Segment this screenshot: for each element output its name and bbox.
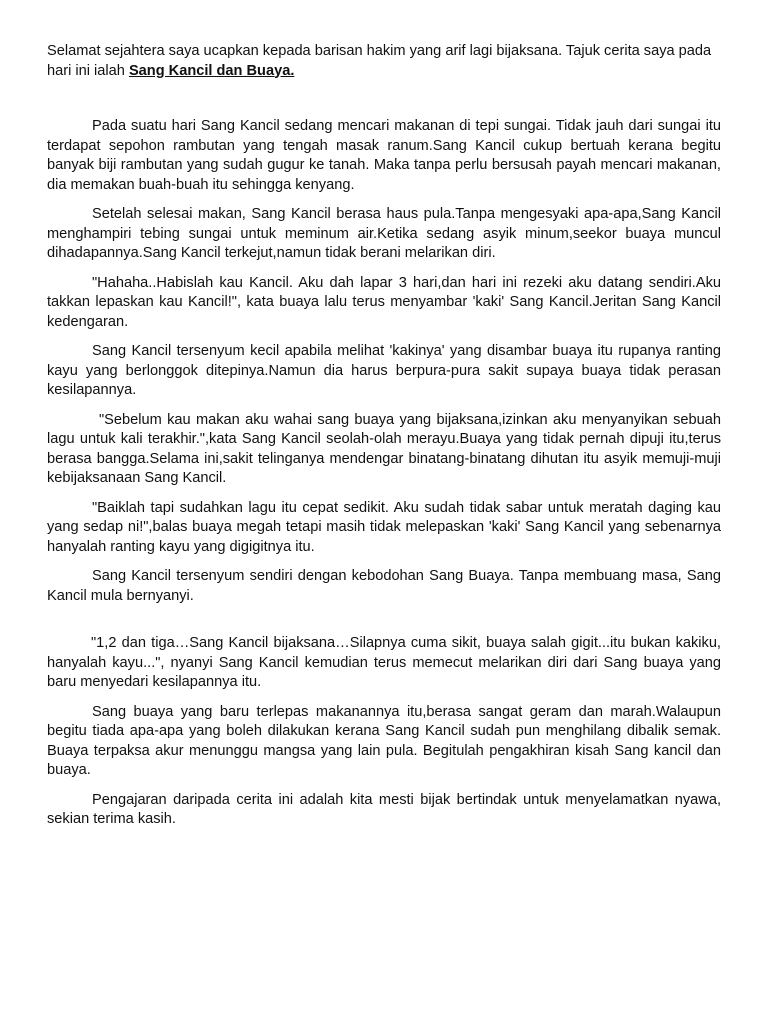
story-paragraph-1: Pada suatu hari Sang Kancil sedang mencari makanan di tepi sungai. Tidak jauh dari sungai itu terdapat sepohon rambutan yang tengah masak ranum.Sang Kancil cukup bertuah kerana begitu banyak biji rambutan yang sudah gugur ke tanah. Maka tanpa perlu bersusah payah mencari makanan, dia memakan buah-buah itu sehingga kenyang. <box>47 118 721 193</box>
story-paragraph-7: Sang Kancil tersenyum sendiri dengan kebodohan Sang Buaya. Tanpa membuang masa, Sang Kancil mula bernyanyi. <box>47 568 721 604</box>
story-paragraph-8: "1,2 dan tiga…Sang Kancil bijaksana…Silapnya cuma sikit, buaya salah gigit...itu bukan kakiku, hanyalah kayu...", nyanyi Sang Kancil kemudian terus memecut melarikan diri dari Sang buaya yang baru menyedari kesilapannya itu. <box>47 635 721 690</box>
document-page <box>47 42 721 840</box>
story-paragraph-4: Sang Kancil tersenyum kecil apabila melihat 'kakinya' yang disambar buaya itu rupanya ranting kayu yang berlonggok ditepinya.Namun dia harus berpura-pura sakit supaya buaya tidak perasan kesilapannya. <box>47 343 721 398</box>
story-paragraph-2: Setelah selesai makan, Sang Kancil berasa haus pula.Tanpa mengesyaki apa-apa,Sang Kancil menghampiri tebing sungai untuk meminum air.Ketika sedang asyik minum,seekor buaya muncul dihadapannya.Sang Kancil terkejut,namun tidak berani melarikan diri. <box>47 206 721 261</box>
intro-text: Selamat sejahtera saya ucapkan kepada barisan hakim yang arif lagi bijaksana. Tajuk cerita saya pada hari ini ialah <box>47 43 712 79</box>
intro-paragraph <box>47 42 721 81</box>
story-paragraph-5: "Sebelum kau makan aku wahai sang buaya yang bijaksana,izinkan aku menyanyikan sebuah lagu untuk kali terakhir.",kata Sang Kancil seolah-olah merayu.Buaya yang tidak pernah dipuji itu,terus berasa bangga.Selama ini,sakit telinganya mendengar binatang-binatang dihutan itu asyik memuji-muji kebijaksanaan Sang Kancil. <box>47 411 721 486</box>
story-title: Sang Kancil dan Buaya. <box>128 62 295 79</box>
story-paragraph-3: "Hahaha..Habislah kau Kancil. Aku dah lapar 3 hari,dan hari ini rezeki aku datang sendiri.Aku takkan lepaskan kau Kancil!", kata buaya lalu terus menyambar 'kaki' Sang Kancil.Jeritan Sang Kancil kedengaran. <box>47 274 721 330</box>
story-paragraph-9: Sang buaya yang baru terlepas makanannya itu,berasa sangat geram dan marah.Walaupun begitu tiada apa-apa yang boleh dilakukan kerana Sang Kancil sudah pun menghilang dibalik semak. Buaya terpaksa akur menunggu mangsa yang lain pula. Begitulah pengakhiran kisah Sang kancil dan buaya. <box>47 703 721 778</box>
story-paragraph-6: "Baiklah tapi sudahkan lagu itu cepat sedikit. Aku sudah tidak sabar untuk meratah daging kau yang sedap ni!",balas buaya megah tetapi masih tidak melepaskan 'kaki' Sang Kancil yang sebenarnya hanyalah ranting kayu yang digigitnya itu. <box>47 499 721 555</box>
story-paragraph-10: Pengajaran daripada cerita ini adalah kita mesti bijak bertindak untuk menyelamatkan nyawa, sekian terima kasih. <box>47 791 721 827</box>
